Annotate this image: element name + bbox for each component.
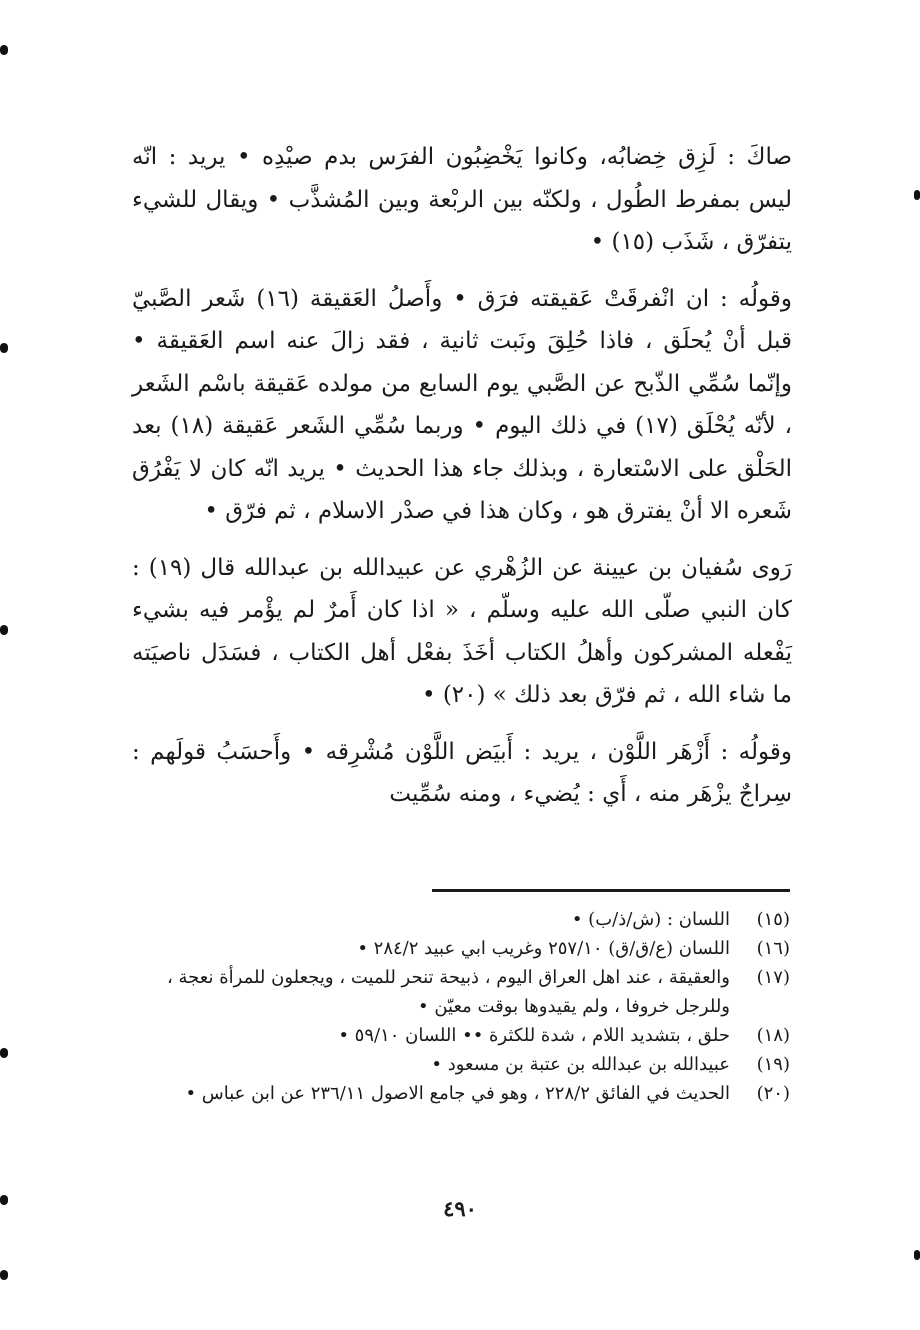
- paragraph-2: وقولُه : ان انْفرقَتْ عَقيقته فرَق • وأَصلُ العَقيقة (١٦) شَعر الصَّبيّ قبل أنْ يُحلَق ، فاذا حُلِقَ ونَبت ثانية ، فقد زالَ عنه اسم العَقيقة • وإنّما سُمِّي الذّبح عن الصَّبي يوم السابع من مولده عَقيقة باسْم الشَعر ، لأنّه يُحْلَق (١٧) في ذلك اليوم • وربما سُمِّي الشَعر عَقيقة (١٨) بعد الحَلْق على الاسْتعارة ، وبذلك جاء هذا الحديث • يريد انّه كان لا يَفْرُق شَعره الا أنْ يفترق هو ، وكان هذا في صدْر الاسلام ، ثم فرّق •: [132, 285, 793, 524]
- scan-speck: [0, 45, 8, 55]
- footnote-number: (١٩): [756, 1054, 790, 1075]
- footnote-text: الحديث في الفائق ٢٢٨/٢ ، وهو في جامع الاصول ٢٣٦/١١ عن ابن عباس •: [185, 1083, 730, 1104]
- scan-speck: [0, 1195, 8, 1205]
- footnote-number: (١٥): [756, 909, 790, 930]
- page-number: ٤٩٠: [443, 1196, 477, 1221]
- footnote-20: [132, 1079, 790, 1108]
- footnote-number: (١٦): [756, 938, 790, 959]
- footnote-19: [132, 1050, 790, 1079]
- scan-speck: [914, 1250, 920, 1260]
- paragraph-1: صاكَ : لَزِق خِضابُه، وكانوا يَخْضِبُون الفرَس بدم صيْدِه • يريد : انّه ليس بمفرط الطُول ، ولكنّه بين الربْعة وبين المُشذَّب • ويقال للشيء يتفرّق ، شَذَب (١٥) •: [132, 144, 792, 255]
- footnote-text: اللسان : (ش/ذ/ب) •: [571, 909, 730, 930]
- footnote-separator: [432, 889, 790, 892]
- footnote-number: (١٧): [756, 967, 790, 988]
- footnotes: [132, 905, 790, 1108]
- scan-speck: [914, 190, 920, 200]
- paragraph-4: وقولُه : أَزْهَر اللَّوْن ، يريد : أَبيَض اللَّوْن مُشْرِقه • وأَحسَبُ قولَهم : سِراجٌ يزْهَر منه ، أَي : يُضيء ، ومنه سُمِّيت: [132, 738, 792, 807]
- paragraph-3: رَوى سُفيان بن عيينة عن الزُهْري عن عبيدالله بن عبدالله قال (١٩) : كان النبي صلّى الله عليه وسلّم ، « اذا كان أَمرٌ لم يؤْمر فيه بشيء يَفْعله المشركون وأهلُ الكتاب أخَذَ بفعْل أهل الكتاب ، فسَدَل ناصيَته ما شاء الله ، ثم فرّق بعد ذلك » (٢٠) •: [132, 554, 792, 708]
- footnote-text: حلق ، بتشديد اللام ، شدة للكثرة •• اللسان ٥٩/١٠ •: [338, 1025, 730, 1046]
- footnote-15: [132, 905, 790, 934]
- footnote-number: (٢٠): [756, 1083, 790, 1104]
- scan-speck: [0, 625, 8, 635]
- footnote-text: اللسان (ع/ق/ق) ٢٥٧/١٠ وغريب ابي عبيد ٢٨٤/٢ •: [357, 938, 730, 959]
- footnote-17: [132, 963, 790, 1021]
- footnote-16: [132, 934, 790, 963]
- scan-speck: [0, 1048, 8, 1058]
- footnote-text: والعقيقة ، عند اهل العراق اليوم ، ذبيحة تنحر للميت ، ويجعلون للمرأة نعجة ، وللرجل خروفا ، ولم يقيدوها بوقت معيّن •: [166, 967, 730, 1017]
- main-text: [132, 136, 792, 816]
- footnote-18: [132, 1021, 790, 1050]
- footnote-number: (١٨): [756, 1025, 790, 1046]
- scan-speck: [0, 1270, 8, 1280]
- footnote-text: عبيدالله بن عبدالله بن عتبة بن مسعود •: [431, 1054, 730, 1075]
- scan-speck: [0, 343, 8, 353]
